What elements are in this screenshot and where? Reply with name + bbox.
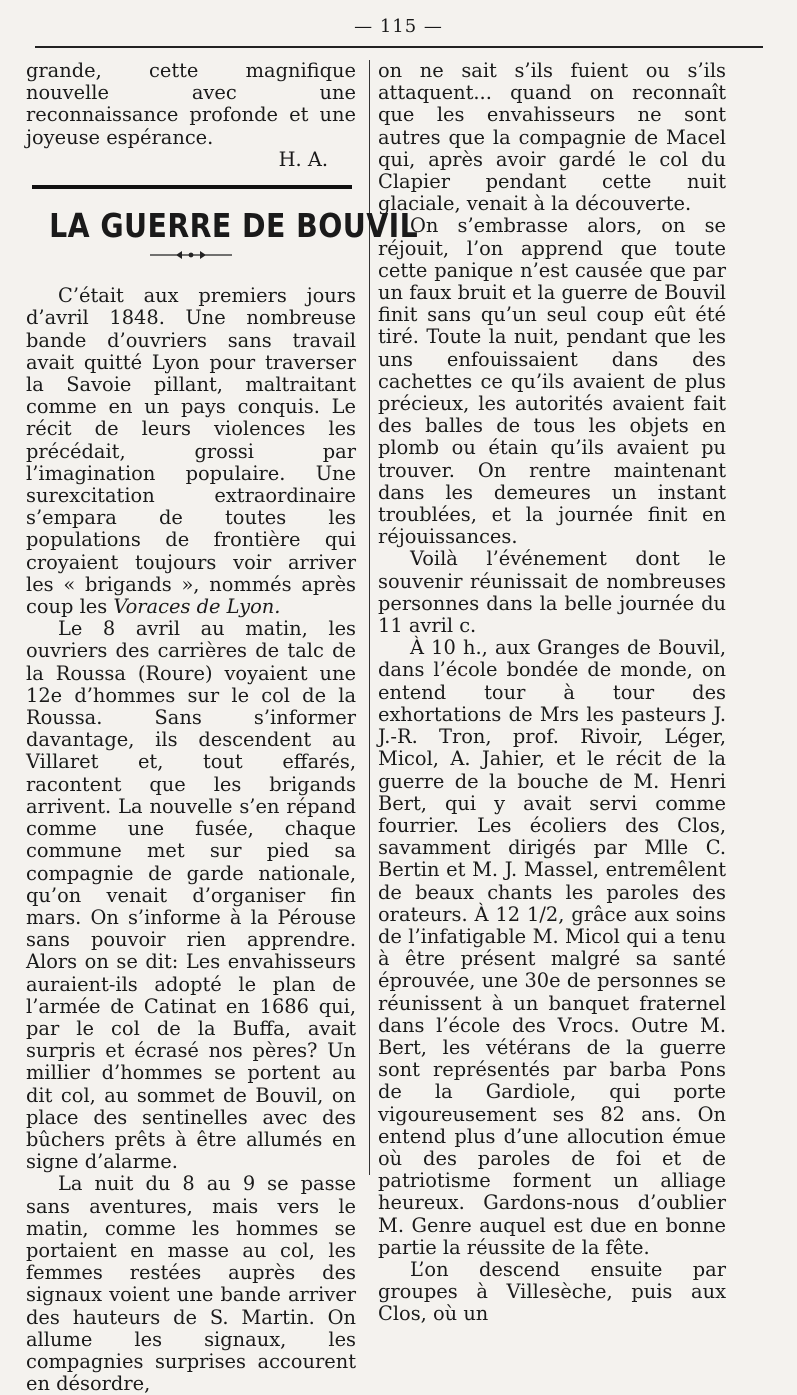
- paragraph: Le 8 avril au matin, les ouvriers des carrières de talc de la Roussa (Roure) voyaient une 12e d’hommes sur le col de la Roussa. Sans s’informer davantage, ils descendent au Villaret et, tout effarés, racontent que les brigands arrivent. La nouvelle s’en répand comme une fusée, chaque commune met sur pied sa compagnie de garde nationale, qu’on venait d’organiser fin mars. On s’informe à la Pérouse sans pouvoir rien apprendre. Alors on se dit: Les envahisseurs auraient-ils adopté le plan de l’armée de Catinat en 1686 qui, par le col de la Buffa, avait surpris et écrasé nos pères? Un millier d’hommes se portent au dit col, au sommet de Bouvil, on place des sentinelles avec des bûchers prêts à être allumés en signe d’alarme.: [26, 617, 356, 1174]
- article-separator: [32, 185, 352, 189]
- article-signature: H. A.: [278, 147, 328, 171]
- paragraph: À 10 h., aux Granges de Bouvil, dans l’école bondée de monde, on entend tour à tour des exhortations de Mrs les pasteurs J. J.-R. Tron, prof. Rivoir, Léger, Micol, A. Jahier, et le récit de la guerre de la bouche de M. Henri Bert, qui y avait servi comme fourrier. Les écoliers des Clos, savamment dirigés par Mlle C. Bertin et M. J. Massel, entremêlent de beaux chants les paroles des orateurs. À 12 1/2, grâce aux soins de l’infatigable M. Micol qui a tenu à être présent malgré sa santé éprouvée, une 30e de personnes se réunissent à un banquet fraternel dans l’école des Vrocs. Outre M. Bert, les vétérans de la guerre sont représentés par barba Pons de la Gardiole, qui porte vigoureusement ses 82 ans. On entend plus d’une allocution émue où des paroles de foi et de patriotisme forment un alliage heureux. Gardons-nous d’oublier M. Genre auquel est due en bonne partie la réussite de la fête.: [378, 636, 726, 1259]
- paragraph-continuation: on ne sait s’ils fuient ou s’ils attaquent... quand on reconnaît que les envahisseurs ne sont autres que la compagnie de Macel qui, après avoir gardé le col du Clapier pendant cette nuit glaciale, venait à la découverte.: [378, 59, 726, 216]
- paragraph: On s’embrasse alors, on se réjouit, l’on apprend que toute cette panique n’est causée que par un faux bruit et la guerre de Bouvil finit sans qu’un seul coup eût été tiré. Toute la nuit, pendant que les uns enfouissaient dans des cachettes ce qu’ils avaient de plus précieux, les autorités avaient fait des balles de tous les objets en plomb ou étain qu’ils avaient pu trouver. On rentre maintenant dans les demeures un instant troublées, et la journée finit en réjouissances.: [378, 214, 726, 549]
- paragraph: La nuit du 8 au 9 se passe sans aventures, mais vers le matin, comme les hommes se portaient en masse au col, les femmes restées auprès des signaux voient une bande arriver des hauteurs de S. Martin. On allume les signaux, les compagnies surprises accourent en désordre,: [26, 1172, 356, 1395]
- article-headline: LA GUERRE DE BOUVIL: [49, 206, 419, 246]
- paragraph: Voilà l’événement dont le souvenir réunissait de nombreuses personnes dans la belle journée du 11 avril c.: [378, 547, 726, 638]
- paragraph: C’était aux premiers jours d’avril 1848. Une nombreuse bande d’ouvriers sans travail avait quitté Lyon pour traverser la Savoie pillant, maltraitant comme en un pays conquis. Le récit de leurs violences les précédait, grossi par l’imagination populaire. Une surexcitation extraordinaire s’empara de toutes les populations de frontière qui croyaient toujours voir arriver les « brigands », nommés après coup les Voraces de Lyon.: [26, 284, 356, 619]
- header-rule: [35, 46, 763, 48]
- right-column: [378, 60, 726, 1326]
- ornament-divider: [146, 249, 236, 261]
- paragraph: L’on descend ensuite par groupes à Villesèche, puis aux Clos, où un: [378, 1257, 726, 1326]
- page-number: — 115 —: [354, 16, 443, 37]
- left-column: [26, 59, 419, 1395]
- previous-article-ending: grande, cette magnifique nouvelle avec une reconnaissance profonde et une joyeuse espérance.: [26, 59, 356, 149]
